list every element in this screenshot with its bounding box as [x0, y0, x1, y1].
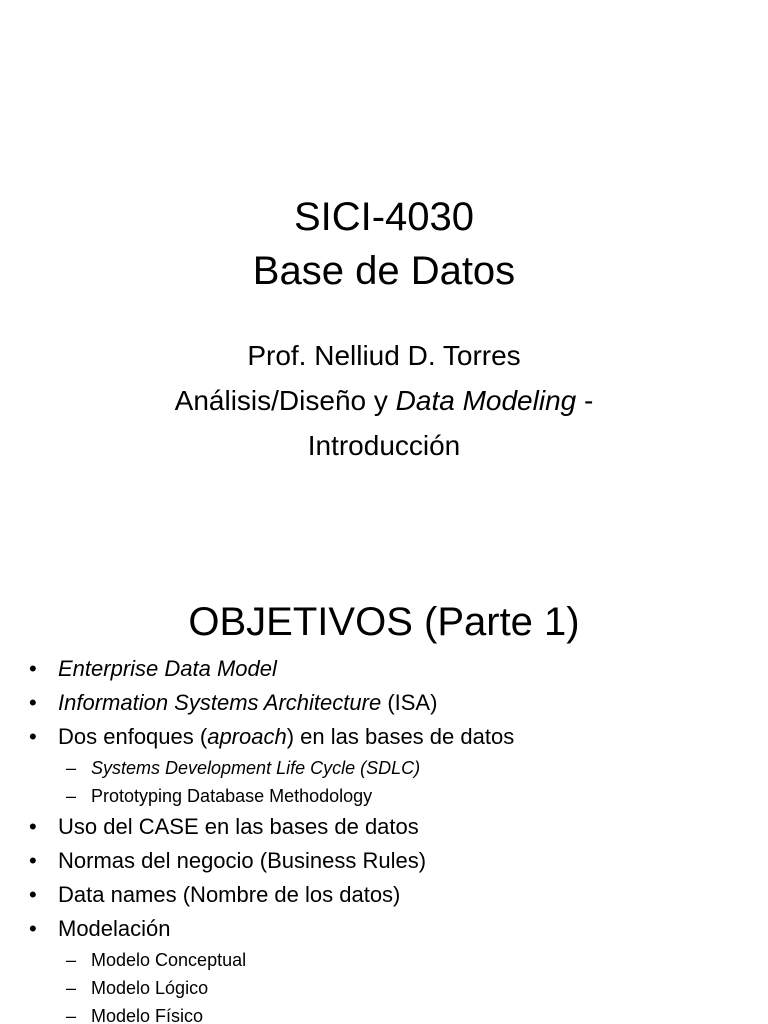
- professor-name: Prof. Nelliud D. Torres: [247, 340, 521, 371]
- topic-text-italic: Data Modeling: [395, 385, 577, 416]
- dash-marker: –: [66, 786, 77, 806]
- objectives-list: [0, 652, 768, 1024]
- sub-item-text: Prototyping Database Methodology: [91, 786, 373, 806]
- item-text-b: ) en las bases de datos: [286, 724, 515, 749]
- course-code: SICI-4030: [293, 195, 475, 239]
- sub-list-item: [0, 946, 768, 974]
- bullet-marker: •: [29, 690, 37, 715]
- dash-marker: –: [66, 950, 77, 970]
- item-text: (ISA): [381, 690, 438, 715]
- list-item: [0, 878, 768, 912]
- bullet-marker: •: [29, 656, 37, 681]
- topic-text-b: -: [576, 385, 594, 416]
- sub-item-text: Modelo Conceptual: [91, 950, 247, 970]
- sub-list-item: [0, 1002, 768, 1024]
- dash-marker: –: [66, 1006, 77, 1024]
- topic-line-1: [0, 378, 768, 423]
- sub-item-text: Modelo Físico: [91, 1006, 204, 1024]
- sub-item-text: Modelo Lógico: [91, 978, 209, 998]
- item-text-a: Dos enfoques (: [58, 724, 208, 749]
- list-item: [0, 810, 768, 844]
- list-item: [0, 844, 768, 878]
- list-item: [0, 720, 768, 754]
- item-text-italic: Information Systems Architecture: [58, 690, 382, 715]
- dash-marker: –: [66, 758, 77, 778]
- sub-item-text: Systems Development Life Cycle (SDLC): [91, 758, 421, 778]
- list-item: [0, 686, 768, 720]
- sub-list-item: [0, 754, 768, 782]
- topic-line-2: Introducción: [307, 430, 461, 461]
- bullet-marker: •: [29, 882, 37, 907]
- course-name: Base de Datos: [252, 249, 516, 293]
- sub-list-item: [0, 782, 768, 810]
- objectives-slide: [0, 512, 768, 1024]
- slide-title: [0, 190, 768, 298]
- bullet-marker: •: [29, 916, 37, 941]
- list-item: [0, 652, 768, 686]
- topic-text-a: Análisis/Diseño y: [174, 385, 396, 416]
- bullet-marker: •: [29, 848, 37, 873]
- item-text-italic: aproach: [207, 724, 287, 749]
- list-item: [0, 912, 768, 946]
- item-text: Uso del CASE en las bases de datos: [58, 814, 419, 839]
- bullet-marker: •: [29, 724, 37, 749]
- item-text: Modelación: [58, 916, 171, 941]
- sub-list-item: [0, 974, 768, 1002]
- item-text: Enterprise Data Model: [58, 656, 277, 681]
- bullet-marker: •: [29, 814, 37, 839]
- dash-marker: –: [66, 978, 77, 998]
- slide-subtitle: [0, 333, 768, 468]
- item-text: Data names (Nombre de los datos): [58, 882, 401, 907]
- objectives-title: OBJETIVOS (Parte 1): [188, 600, 580, 644]
- item-text: Normas del negocio (Business Rules): [58, 848, 427, 873]
